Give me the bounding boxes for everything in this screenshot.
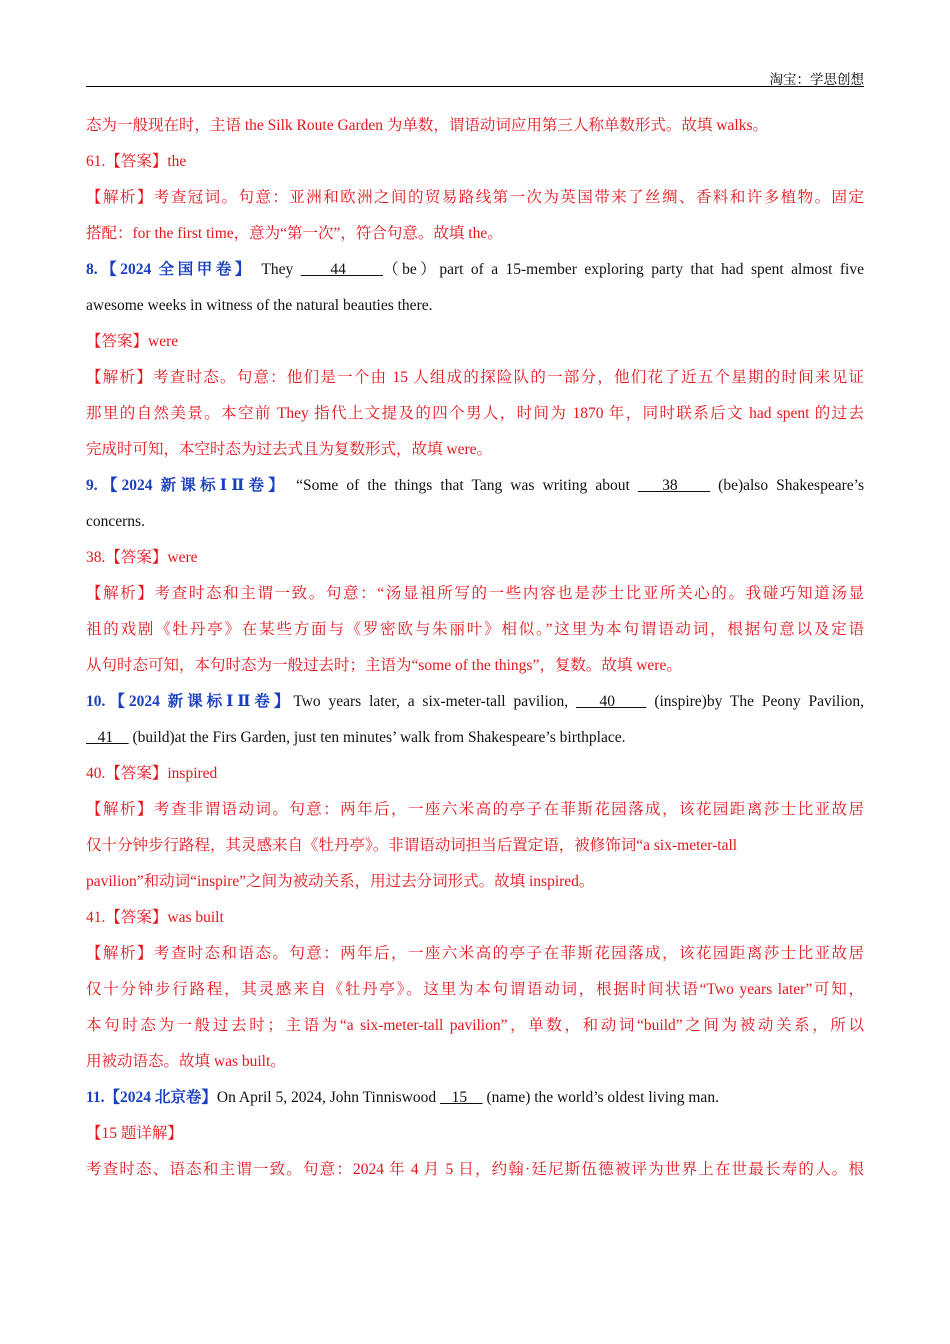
question-text: They [253,261,301,278]
explanation-line: 【解析】考查时态和主谓一致。句意：“汤显祖所写的一些内容也是莎士比亚所关心的。我碰巧知道汤显 [86,585,864,602]
question-text-line: concerns. [86,513,145,530]
question-text: (name) the world’s oldest living man. [482,1089,719,1106]
answer-blank: 15 [439,1089,483,1106]
explanation-line: 考查时态、语态和主谓一致。句意：2024 年 4 月 5 日，约翰·廷尼斯伍德被评为世界上在世最长寿的人。根 [86,1161,864,1178]
question-text-line: awesome weeks in witness of the natural beauties there. [86,297,433,314]
explanation-line: 祖的戏剧《牡丹亭》在某些方面与《罗密欧与朱丽叶》相似。”这里为本句谓语动词，根据句意以及定语 [86,621,864,638]
question-text: （be）part of a 15-member exploring party that had spent almost five [383,261,864,278]
question-text: (build)at the Firs Garden, just ten minutes’ walk from Shakespeare’s birthplace. [128,729,626,746]
question-text: “Some of the things that Tang was writing about [288,477,638,494]
explanation-line: 【解析】考查时态和语态。句意：两年后，一座六米高的亭子在菲斯花园落成，该花园距离莎士比亚故居 [86,945,864,962]
header-shop-label: 淘宝：学思创想 [769,72,864,87]
question-text: Two years later, a six-meter-tall pavilion, [293,693,576,710]
page-header [86,66,864,87]
answer-blank: 41 [86,729,129,746]
question-text: (inspire)by The Peony Pavilion, [646,693,864,710]
answer-line: 61.【答案】the [86,153,187,170]
question-source-label: 8.【2024 全国甲卷】 [86,261,254,278]
explanation-line: pavilion”和动词“inspire”之间为被动关系，用过去分词形式。故填 inspired。 [86,873,595,890]
explanation-line: 用被动语态。故填 was built。 [86,1053,286,1070]
question-source-label: 10.【2024 新课标ⅠⅡ卷】 [86,693,294,710]
document-body [86,108,864,1188]
question-text: (be)also Shakespeare’s [710,477,864,494]
question-10 [86,684,864,720]
question-11 [86,1080,864,1116]
answer-line: 【答案】were [86,333,179,350]
explanation-line: 【解析】考查非谓语动词。句意：两年后，一座六米高的亭子在菲斯花园落成，该花园距离莎士比亚故居 [86,801,864,818]
explanation-line: 本句时态为一般过去时；主语为“a six-meter-tall pavilion”，单数，和动词“build”之间为被动关系，所以 [86,1017,864,1034]
explanation-line: 仅十分钟步行路程，其灵感来自《牡丹亭》。这里为本句谓语动词，根据时间状语“Two years later”可知， [86,981,864,998]
question-text-line [86,720,864,756]
answer-blank: 38 [637,477,711,494]
explanation-line: 从句时态可知，本句时态为一般过去时；主语为“some of the things”，复数。故填 were。 [86,657,682,674]
answer-blank: 44 [300,261,384,278]
explanation-line: 搭配：for the first time，意为“第一次”，符合句意。故填 the。 [86,225,503,242]
answer-blank: 40 [576,693,647,710]
answer-line: 38.【答案】were [86,549,198,566]
question-8 [86,252,864,288]
section-heading: 【15 题详解】 [86,1125,183,1142]
explanation-line: 完成时可知，本空时态为过去式且为复数形式，故填 were。 [86,441,492,458]
question-text: On April 5, 2024, John Tinniswood [216,1089,440,1106]
question-9 [86,468,864,504]
question-source-label: 9.【2024 新课标ⅠⅡ卷】 [86,477,288,494]
explanation-line: 态为一般现在时，主语 the Silk Route Garden 为单数，谓语动词应用第三人称单数形式。故填 walks。 [86,117,768,134]
explanation-line: 仅十分钟步行路程，其灵感来自《牡丹亭》。非谓语动词担当后置定语，被修饰词“a six-meter-tall [86,837,738,854]
explanation-line: 【解析】考查冠词。句意：亚洲和欧洲之间的贸易路线第一次为英国带来了丝绸、香料和许多植物。固定 [86,189,864,206]
explanation-line: 那里的自然美景。本空前 They 指代上文提及的四个男人，时间为 1870 年，同时联系后文 had spent 的过去 [86,405,864,422]
answer-line: 40.【答案】inspired [86,765,218,782]
answer-line: 41.【答案】was built [86,909,224,926]
explanation-line: 【解析】考查时态。句意：他们是一个由 15 人组成的探险队的一部分，他们花了近五个星期的时间来见证 [86,369,864,386]
question-source-label: 11.【2024 北京卷】 [86,1089,217,1106]
